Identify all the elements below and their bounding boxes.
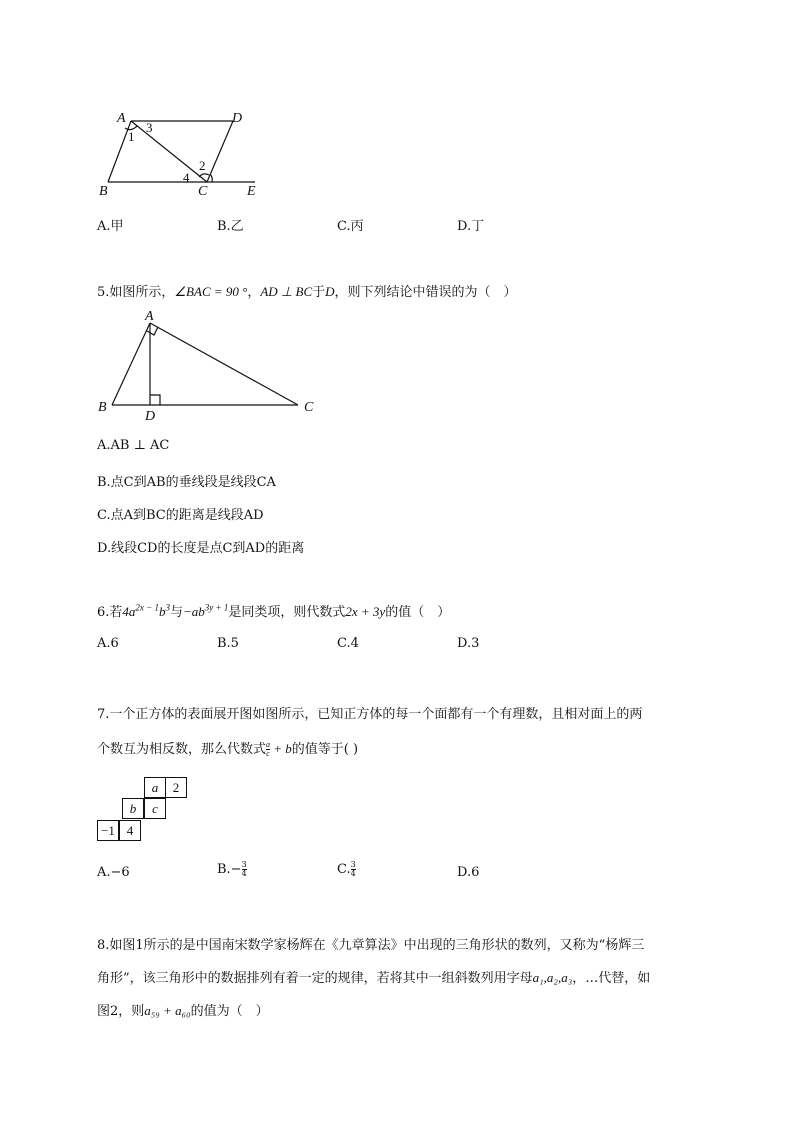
q5-cond-perp: AD ⊥ BC [260,284,313,299]
q7-option-b[interactable] [217,861,247,878]
q6-and: 与 [169,605,183,620]
q6-option-d[interactable]: D.3 [457,636,480,651]
q5-option-b[interactable]: B.点C到AB的垂线段是线段CA [97,475,276,490]
cube-cell-4: 4 [119,820,141,841]
q6-mid: 是同类项，则代数式 [228,605,346,620]
q7-option-a[interactable]: A.−6 [97,865,130,880]
q4-option-c[interactable]: C.丙 [337,219,364,234]
cube-cell-2: 2 [165,777,187,798]
q5-stem [97,281,517,300]
q6-term1-coef: 4 [122,604,129,619]
q8-line2 [97,967,650,986]
fig4-label-e: E [247,184,256,199]
fig5-label-a: A [145,309,154,324]
fig4-label-d: D [232,111,243,126]
q6-suffix: 的值（ ） [385,605,451,620]
parallelogram-figure [95,108,275,203]
q6-term2: −ab [183,604,205,619]
q7-option-b-den: 4 [241,869,247,878]
fig4-label-a: A [117,111,126,126]
q4-option-b[interactable]: B.乙 [217,219,244,234]
right-triangle-figure [92,305,322,425]
q6-stem [97,601,450,620]
q5-sep: ， [247,285,261,300]
q8-line3-expr: a₅₉ + a₆₀ [144,1003,191,1018]
q5-suffix: ，则下列结论中错误的为（ ） [334,285,517,300]
cube-cell-c: c [144,798,166,819]
fig4-angle-2: 2 [199,158,206,173]
q6-term2-exp: 3y + 1 [204,602,229,613]
q7-line2 [97,738,358,758]
cube-cell-a: a [144,777,166,798]
q6-prefix: 6.若 [97,605,123,620]
q8-line2-suffix: ，…代替，如 [572,971,651,986]
q6-expr: 2x + 3y [345,604,386,619]
q7-option-c-den: 4 [350,869,356,878]
q6-term1-bexp: 3 [165,602,170,613]
q7-frac-den: c [266,749,270,758]
q7-option-c-prefix: C. [337,862,351,877]
fig4-label-c: C [198,184,208,199]
fig4-angle-4: 4 [183,170,190,185]
q7-line1: 7.一个正方体的表面展开图如图所示，已知正方体的每一个面都有一个有理数，且相对面上的两 [97,707,643,722]
q8-line3 [97,1000,269,1019]
fig4-angle-1: 1 [128,129,135,144]
cube-cell-neg1: −1 [97,820,119,841]
q7-line2-prefix: 个数互为相反数，那么代数式 [97,742,267,757]
fig5-label-b: B [98,400,107,415]
q6-term1-exp: 2x − 1 [135,602,159,613]
q8-line2-seq: a₁,a₂,a₃ [532,970,573,985]
q7-option-b-num: 3 [241,860,247,869]
q6-term1-a: a [128,604,136,619]
q8-line1: 8.如图1所示的是中国南宋数学家杨辉在《九章算法》中出现的三角形状的数列，又称为“杨辉三 [97,938,645,953]
q7-line2-plus: + b [270,741,292,756]
q5-mid: 于 [312,285,326,300]
q4-option-a[interactable]: A.甲 [97,219,124,234]
cube-net-figure [97,777,193,843]
q5-prefix: 5.如图所示， [97,285,175,300]
q8-line2-prefix: 角形”，该三角形中的数据排列有着一定的规律，若将其中一组斜数列用字母 [97,971,533,986]
q5-option-c[interactable]: C.点A到BC的距离是线段AD [97,508,264,523]
q7-frac-num: a [266,740,271,749]
cube-cell-b: b [122,798,144,819]
q5-option-d[interactable]: D.线段CD的长度是点C到AD的距离 [97,541,305,556]
q5-cond-angle: ∠BAC = 90 ° [174,284,248,299]
q4-option-d[interactable]: D.丁 [457,219,485,234]
q5-cond-foot: D [325,284,335,299]
q7-line2-suffix: 的值等于( ) [291,742,359,757]
q6-term1-b: b [158,604,166,619]
fig4-angle-3: 3 [146,120,153,135]
q6-option-a[interactable]: A.6 [97,636,119,651]
q6-option-c[interactable]: C.4 [337,636,359,651]
q8-line3-suffix: 的值为（ ） [190,1004,269,1019]
fig5-label-c: C [304,400,314,415]
fig4-label-b: B [99,184,108,199]
fig5-label-d: D [145,409,156,424]
q7-option-b-prefix: B.− [217,862,242,877]
q7-option-b-frac [242,861,247,878]
q7-option-c-num: 3 [350,860,356,869]
q5-option-a[interactable]: A.AB ⊥ AC [97,438,170,453]
q7-option-d[interactable]: D.6 [457,865,480,880]
q6-option-b[interactable]: B.5 [217,636,239,651]
q7-option-c[interactable] [337,861,356,878]
q7-option-c-frac [351,861,356,878]
q8-line3-prefix: 图2，则 [97,1004,145,1019]
